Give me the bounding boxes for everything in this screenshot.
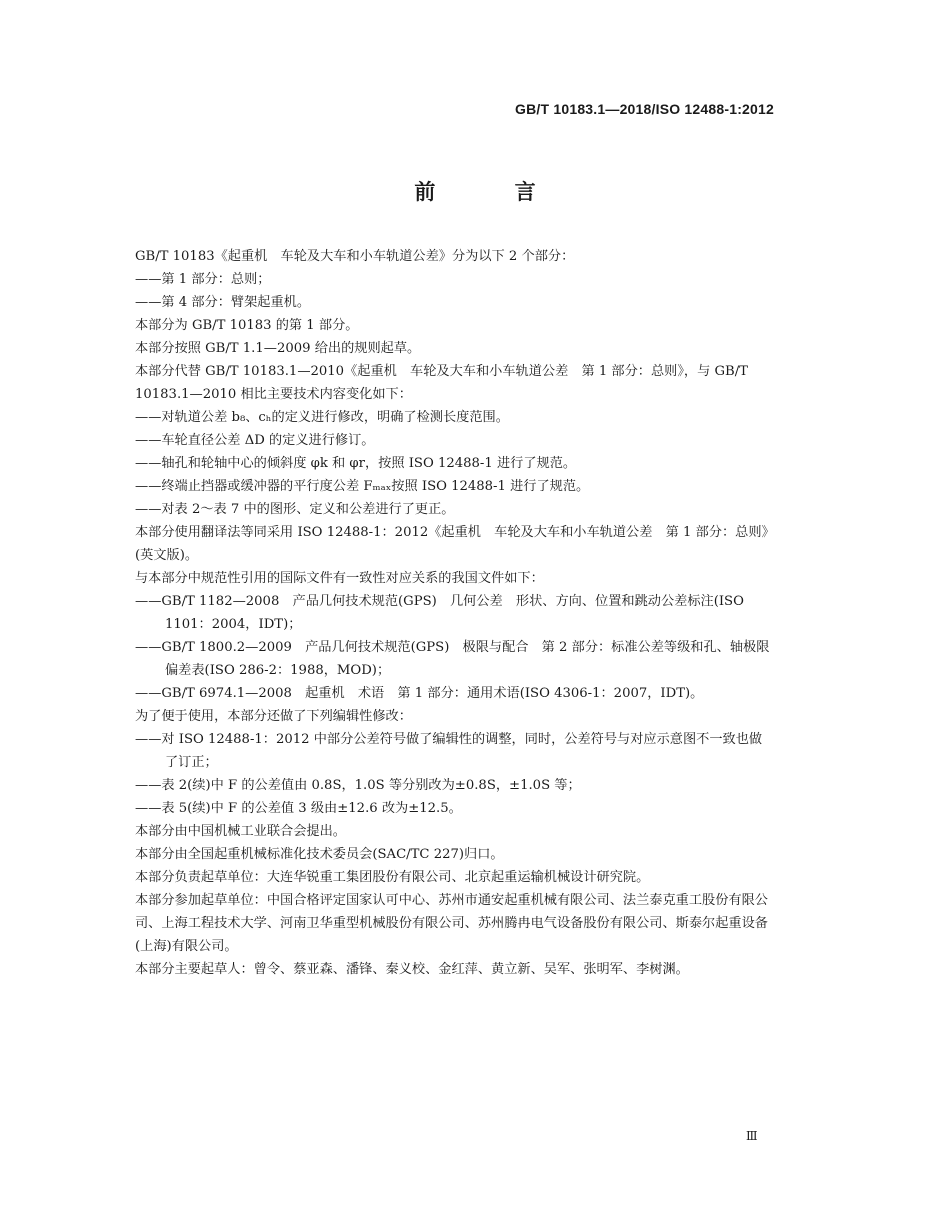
paragraph-drafting-rules: 本部分按照 GB/T 1.1—2009 给出的规则起草。 — [135, 341, 421, 356]
list-item-change-1: ——对轨道公差 b₈、cₕ的定义进行修改，明确了检测长度范围。 — [135, 410, 509, 425]
paragraph-responsible-drafters: 本部分负责起草单位：大连华锐重工集团股份有限公司、北京起重运输机械设计研究院。 — [135, 870, 650, 885]
list-item-doc-2: ——GB/T 1800.2—2009 产品几何技术规范(GPS) 极限与配合 第 2 部分：标准公差等级和孔、轴极限偏差表(ISO 286-2：1988，MOD)； — [135, 640, 770, 678]
list-item-doc-1: ——GB/T 1182—2008 产品几何技术规范(GPS) 几何公差 形状、方向、位置和跳动公差标注(ISO 1101：2004，IDT)； — [135, 594, 744, 632]
paragraph-parts-intro: GB/T 10183《起重机 车轮及大车和小车轨道公差》分为以下 2 个部分： — [135, 249, 575, 264]
paragraph-proposed-by: 本部分由中国机械工业联合会提出。 — [135, 824, 346, 839]
list-item-edit-2: ——表 2(续)中 F 的公差值由 0.8S，1.0S 等分别改为±0.8S，±1.0S 等； — [135, 778, 581, 793]
list-item-change-2: ——车轮直径公差 ΔD 的定义进行修订。 — [135, 433, 375, 448]
page-number: Ⅲ — [746, 1129, 758, 1143]
foreword-body — [105, 245, 775, 981]
standard-number-header: GB/T 10183.1—2018/ISO 12488-1:2012 — [515, 101, 774, 117]
list-item-change-4: ——终端止挡器或缓冲器的平行度公差 Fₘₐₓ按照 ISO 12488-1 进行了规范。 — [135, 479, 590, 494]
paragraph-participating-drafters: 本部分参加起草单位：中国合格评定国家认可中心、苏州市通安起重机械有限公司、法兰泰克重工股份有限公司、上海工程技术大学、河南卫华重型机械股份有限公司、苏州腾冉电气设备股份有限公司、斯泰尔起重设备(上海)有限公司。 — [135, 893, 768, 954]
paragraph-editorial-changes: 为了便于使用，本部分还做了下列编辑性修改： — [135, 709, 412, 724]
list-item-change-5: ——对表 2～表 7 中的图形、定义和公差进行了更正。 — [135, 502, 455, 517]
paragraph-translation-method: 本部分使用翻译法等同采用 ISO 12488-1：2012《起重机 车轮及大车和小车轨道公差 第 1 部分：总则》(英文版)。 — [135, 525, 775, 563]
list-item-doc-3: ——GB/T 6974.1—2008 起重机 术语 第 1 部分：通用术语(ISO 4306-1：2007，IDT)。 — [135, 686, 704, 701]
list-item-edit-3: ——表 5(续)中 F 的公差值 3 级由±12.6 改为±12.5。 — [135, 801, 462, 816]
page-title: 前 言 — [414, 180, 572, 204]
paragraph-main-drafters: 本部分主要起草人：曾令、蔡亚森、潘锋、秦义校、金红萍、黄立新、吴军、张明军、李树渊。 — [135, 962, 689, 977]
paragraph-national-documents: 与本部分中规范性引用的国际文件有一致性对应关系的我国文件如下： — [135, 571, 544, 586]
paragraph-replaces: 本部分代替 GB/T 10183.1—2010《起重机 车轮及大车和小车轨道公差 第 1 部分：总则》，与 GB/T 10183.1—2010 相比主要技术内容变化如下： — [135, 364, 748, 402]
paragraph-under-jurisdiction: 本部分由全国起重机械标准化技术委员会(SAC/TC 227)归口。 — [135, 847, 504, 862]
list-item-part-4: ——第 4 部分：臂架起重机。 — [135, 295, 311, 310]
list-item-part-1: ——第 1 部分：总则； — [135, 272, 271, 287]
list-item-change-3: ——轴孔和轮轴中心的倾斜度 φk 和 φr，按照 ISO 12488-1 进行了规范。 — [135, 456, 577, 471]
paragraph-this-part: 本部分为 GB/T 10183 的第 1 部分。 — [135, 318, 359, 333]
list-item-edit-1: ——对 ISO 12488-1：2012 中部分公差符号做了编辑性的调整，同时，公差符号与对应示意图不一致也做了订正； — [135, 732, 763, 770]
